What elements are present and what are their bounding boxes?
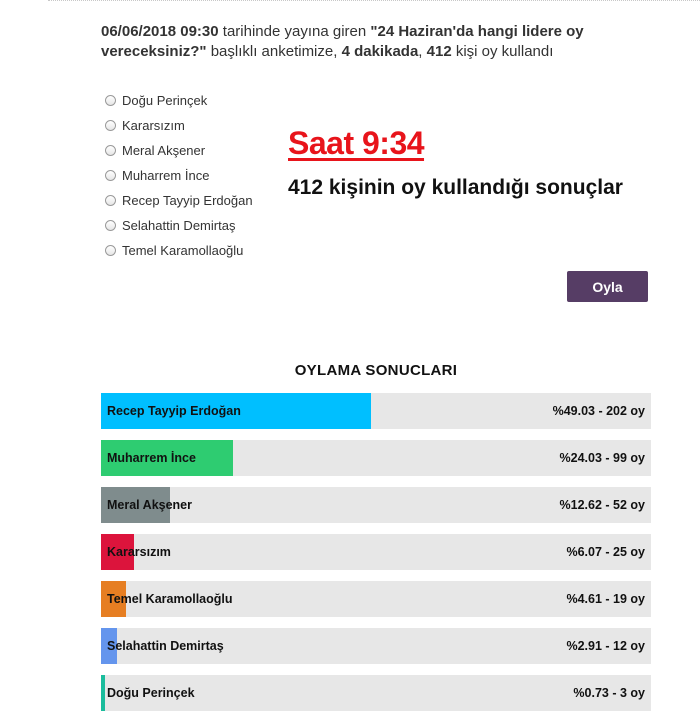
result-row [101,675,651,711]
result-row [101,581,651,617]
radio-button[interactable] [105,95,116,106]
headline-time: Saat 9:34 [288,125,425,161]
poll-option-label: Meral Akşener [122,143,206,158]
poll-voted-text: kişi oy kullandı [455,43,554,60]
result-row [101,534,651,570]
poll-option-label: Kararsızım [122,118,185,133]
result-row [101,628,651,664]
result-row [101,440,651,476]
poll-option-label: Doğu Perinçek [122,93,208,108]
radio-button[interactable] [105,145,116,156]
poll-option-label: Recep Tayyip Erdoğan [122,193,253,208]
results-title: OYLAMA SONUCLARI [294,362,458,379]
result-candidate-name: Kararsızım [107,545,171,559]
result-row [101,393,651,429]
vote-button[interactable]: Oyla [567,271,648,302]
result-candidate-name: Muharrem İnce [107,451,196,465]
top-divider [48,0,700,1]
result-candidate-name: Selahattin Demirtaş [107,639,224,653]
poll-published-text: tarihinde yayına giren [222,23,367,40]
result-candidate-name: Recep Tayyip Erdoğan [107,404,241,418]
poll-options [105,88,253,263]
result-value: %12.62 - 52 oy [559,498,645,512]
result-value: %49.03 - 202 oy [552,404,645,418]
result-candidate-name: Temel Karamollaoğlu [107,592,233,606]
poll-date: 06/06/2018 09:30 [101,23,219,40]
poll-option-label: Selahattin Demirtaş [122,218,236,233]
poll-vote-count: 412 [426,43,452,60]
result-value: %0.73 - 3 oy [573,686,645,700]
radio-button[interactable] [105,170,116,181]
radio-button[interactable] [105,120,116,131]
radio-button[interactable] [105,245,116,256]
poll-option[interactable] [105,213,253,238]
poll-summary [101,22,671,62]
radio-button[interactable] [105,195,116,206]
poll-option[interactable] [105,113,253,138]
result-value: %2.91 - 12 oy [566,639,645,653]
poll-option[interactable] [105,163,253,188]
poll-titled-text: başlıklı anketimize, [210,43,338,60]
result-bar [101,675,105,711]
poll-title: "24 Haziran'da hangi lidere oy vereceksiniz?" [101,23,584,60]
result-value: %6.07 - 25 oy [566,545,645,559]
poll-option[interactable] [105,238,253,263]
poll-duration: 4 dakikada [341,43,419,60]
result-row [101,487,651,523]
poll-option-label: Muharrem İnce [122,168,210,183]
result-value: %24.03 - 99 oy [559,451,645,465]
results-list [101,393,651,722]
radio-button[interactable] [105,220,116,231]
poll-option[interactable] [105,88,253,113]
result-candidate-name: Meral Akşener [107,498,192,512]
headline-subtitle: 412 kişinin oy kullandığı sonuçlar [288,176,623,199]
poll-separator: , [418,43,423,60]
result-value: %4.61 - 19 oy [566,592,645,606]
poll-option[interactable] [105,188,253,213]
result-candidate-name: Doğu Perinçek [107,686,195,700]
poll-option-label: Temel Karamollaoğlu [122,243,244,258]
poll-option[interactable] [105,138,253,163]
